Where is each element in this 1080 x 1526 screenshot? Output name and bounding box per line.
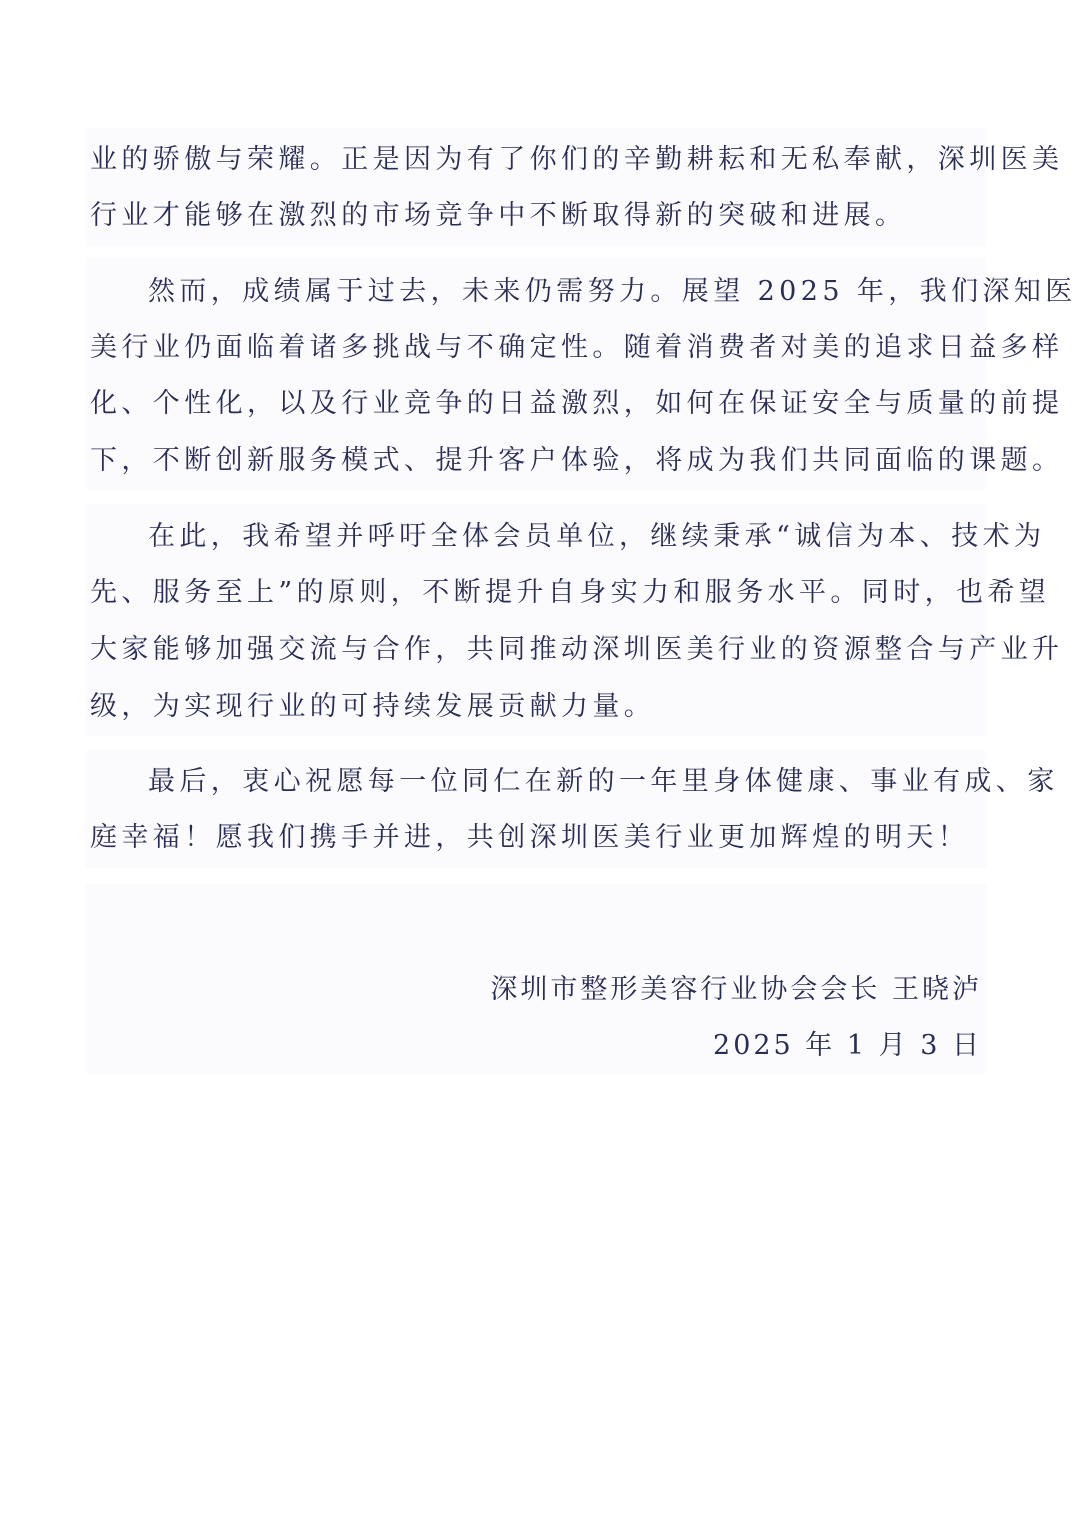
paragraph-2 (86, 258, 1077, 490)
paragraph-1-line-1: 业的骄傲与荣耀。正是因为有了你们的辛勤耕耘和无私奉献，深圳医美 (90, 144, 1064, 175)
paragraph-1-line-2: 行业才能够在激烈的市场竞争中不断取得新的突破和进展。 (90, 200, 907, 231)
signature-author: 深圳市整形美容行业协会会长 王晓泸 (490, 974, 982, 1005)
paragraph-3-line-1: 在此，我希望并呼吁全体会员单位，继续秉承“诚信为本、技术为 (148, 521, 1046, 552)
paragraph-2-line-2: 美行业仍面临着诸多挑战与不确定性。随着消费者对美的追求日益多样 (90, 332, 1064, 363)
paragraph-3 (86, 504, 1064, 736)
paragraph-3-line-4: 级，为实现行业的可持续发展贡献力量。 (90, 691, 656, 722)
paragraph-4 (86, 750, 1059, 868)
paragraph-1 (86, 128, 1064, 246)
paragraph-4-line-1: 最后，衷心祝愿每一位同仁在新的一年里身体健康、事业有成、家 (148, 766, 1059, 797)
paragraph-4-line-2: 庭幸福！愿我们携手并进，共创深圳医美行业更加辉煌的明天！ (90, 822, 970, 853)
signature-date: 2025 年 1 月 3 日 (713, 1030, 982, 1061)
paragraph-2-line-1: 然而，成绩属于过去，未来仍需努力。展望 2025 年，我们深知医 (148, 276, 1077, 307)
paragraph-3-line-2: 先、服务至上”的原则，不断提升自身实力和服务水平。同时，也希望 (90, 577, 1051, 608)
paragraph-2-line-4: 下，不断创新服务模式、提升客户体验，将成为我们共同面临的课题。 (90, 445, 1064, 476)
paragraph-3-line-3: 大家能够加强交流与合作，共同推动深圳医美行业的资源整合与产业升 (90, 634, 1064, 665)
paragraph-2-line-3: 化、个性化，以及行业竞争的日益激烈，如何在保证安全与质量的前提 (90, 388, 1064, 419)
